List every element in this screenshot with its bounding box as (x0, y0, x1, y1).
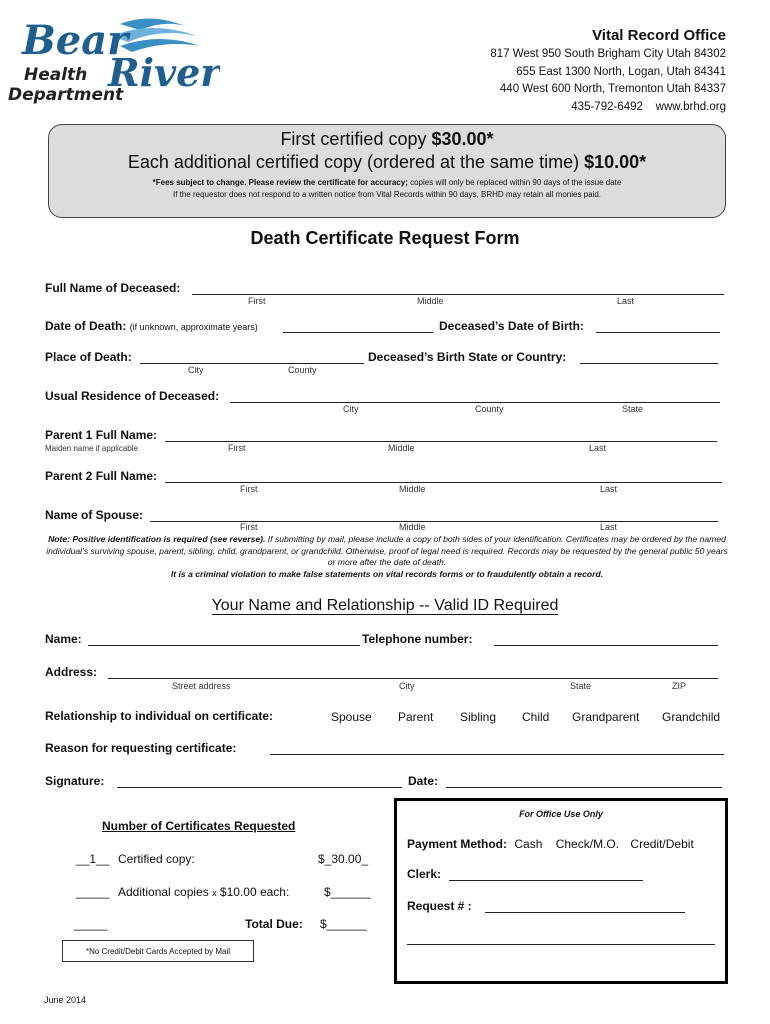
residence-label: Usual Residence of Deceased: (45, 389, 220, 403)
office-use-box (394, 798, 728, 984)
address-label: Address: (45, 665, 98, 679)
additional-copies-label (118, 885, 289, 899)
address-city-hint: City (399, 681, 415, 691)
date-of-death-input[interactable] (283, 332, 433, 333)
telephone-input[interactable] (494, 645, 718, 646)
payment-credit-option[interactable]: Credit/Debit (630, 837, 694, 851)
requester-section-title (0, 597, 770, 615)
parent1-label: Parent 1 Full Name: (45, 428, 158, 442)
certified-copy-label: Certified copy: (118, 852, 195, 866)
fee-box (48, 124, 726, 218)
additional-copies-qty[interactable]: _____ (76, 885, 110, 899)
parent1-last-hint: Last (589, 443, 607, 453)
relationship-spouse-option[interactable]: Spouse (331, 710, 372, 724)
residence-county-hint: County (475, 404, 504, 414)
note-criminal-warning: It is a criminal violation to make false statements on vital records forms or to fraudulently obtain a record. (170, 568, 604, 579)
logo-bear: Bear (22, 17, 129, 64)
total-due-label: Total Due: (245, 917, 303, 931)
note-bold: Note: Positive identification is required (see reverse). (48, 534, 266, 544)
total-due-amount[interactable]: $______ (320, 917, 367, 931)
clerk-input[interactable] (449, 880, 643, 881)
relationship-child-option[interactable]: Child (522, 710, 550, 724)
birth-date-label: Deceased’s Date of Birth: (439, 319, 584, 333)
no-card-note: *No Credit/Debit Cards Accepted by Mail (62, 940, 254, 962)
address-street-hint: Street address (172, 681, 231, 691)
office-title: Vital Record Office (592, 27, 726, 44)
relationship-parent-option[interactable]: Parent (398, 710, 434, 724)
birth-state-label: Deceased’s Birth State or Country: (368, 350, 567, 364)
maiden-name-hint: Maiden name if applicable (45, 444, 138, 453)
additional-copy-fee (49, 152, 725, 173)
parent2-first-hint: First (240, 484, 258, 494)
spouse-middle-hint: Middle (399, 522, 426, 532)
bear-river-logo (0, 14, 220, 109)
clerk-label: Clerk: (407, 867, 442, 881)
address-state-hint: State (570, 681, 592, 691)
date-label: Date: (408, 774, 439, 788)
first-copy-amount: $30.00* (431, 129, 494, 149)
identification-note (44, 534, 730, 580)
parent2-label: Parent 2 Full Name: (45, 469, 158, 483)
relationship-grandparent-option[interactable]: Grandparent (572, 710, 640, 724)
parent2-last-hint: Last (600, 484, 618, 494)
fee-note-bold: *Fees subject to change. Please review the certificate for accuracy; (152, 178, 408, 187)
residence-input[interactable] (230, 402, 720, 403)
form-title: Death Certificate Request Form (250, 228, 520, 248)
telephone-label: Telephone number: (362, 632, 473, 646)
spouse-first-hint: First (240, 522, 258, 532)
total-qty[interactable]: _____ (74, 917, 108, 931)
residence-city-hint: City (343, 404, 359, 414)
office-phone-web: 435-792-6492 www.brhd.org (571, 100, 726, 113)
additional-copies-x: x (212, 888, 217, 898)
payment-method-row (407, 837, 694, 851)
relationship-sibling-option[interactable]: Sibling (460, 710, 497, 724)
relationship-label: Relationship to individual on certificate: (45, 709, 274, 723)
address-input[interactable] (108, 678, 718, 679)
parent1-middle-hint: Middle (388, 443, 415, 453)
office-address-2: 655 East 1300 North, Logan, Utah 84341 (516, 65, 726, 78)
logo-department: Department (8, 85, 124, 105)
full-name-input[interactable] (192, 294, 724, 295)
parent2-middle-hint: Middle (399, 484, 426, 494)
certificates-requested-title: Number of Certificates Requested (102, 819, 296, 833)
office-notes-line[interactable] (407, 944, 715, 945)
additional-copies-amount[interactable]: $______ (324, 885, 371, 899)
payment-cash-option[interactable]: Cash (514, 837, 543, 851)
full-name-middle-hint: Middle (417, 296, 444, 306)
office-address-1: 817 West 950 South Brigham City Utah 84302 (490, 48, 726, 60)
place-county-hint: County (288, 365, 317, 375)
additional-copies-rate: $10.00 each: (219, 885, 290, 899)
reason-label: Reason for requesting certificate: (45, 741, 237, 755)
first-copy-fee (49, 129, 725, 150)
date-of-death-hint: (if unknown, approximate years) (129, 322, 258, 332)
full-name-label: Full Name of Deceased: (45, 281, 181, 295)
logo-river: River (108, 50, 220, 95)
parent2-input[interactable] (165, 482, 722, 483)
full-name-first-hint: First (248, 296, 266, 306)
birth-date-input[interactable] (596, 332, 720, 333)
spouse-last-hint: Last (600, 522, 618, 532)
additional-copy-label: Each additional certified copy (ordered at the same time) (127, 152, 585, 172)
note-text: If submitting by mail, please include a copy of both sides of your identification. Certificates may be ordered by the named individual’s surviving spouse, parent, sibling, child, grandparent, or grandchild. Otherwise, proof of legal need is required. Records may be requested by the general public 50 years or more after the date of death. (46, 534, 728, 567)
first-copy-label: First certified copy (280, 129, 432, 149)
parent1-input[interactable] (165, 441, 717, 442)
signature-label: Signature: (45, 774, 105, 788)
certified-copy-amount[interactable]: $_30.00_ (318, 852, 369, 866)
certified-copy-qty[interactable]: __1__ (76, 852, 110, 866)
place-of-death-label: Place of Death: (45, 350, 132, 364)
requester-section-title-text: Your Name and Relationship -- Valid ID Required (211, 597, 559, 614)
spouse-label: Name of Spouse: (45, 508, 144, 522)
residence-state-hint: State (622, 404, 644, 414)
request-number-input[interactable] (485, 912, 685, 913)
date-of-death-text: Date of Death: (45, 319, 127, 333)
payment-method-label: Payment Method: (407, 837, 508, 851)
fee-note-line2: If the requestor does not respond to a written notice from Vital Records within 90 days, BRHD may retain all monies paid. (172, 190, 602, 199)
requester-name-label: Name: (45, 632, 82, 646)
spouse-input[interactable] (150, 521, 718, 522)
address-zip-hint: ZIP (672, 681, 687, 691)
place-city-hint: City (188, 365, 204, 375)
request-number-label: Request # : (407, 899, 472, 913)
footer-date: June 2014 (44, 995, 87, 1005)
office-contact-block (490, 26, 726, 116)
birth-state-input[interactable] (580, 363, 718, 364)
parent1-first-hint: First (228, 443, 246, 453)
date-input[interactable] (446, 787, 722, 788)
logo-health: Health (24, 65, 88, 85)
full-name-last-hint: Last (617, 296, 635, 306)
relationship-grandchild-option[interactable]: Grandchild (662, 710, 721, 724)
requester-name-input[interactable] (88, 645, 360, 646)
office-address-3: 440 West 600 North, Tremonton Utah 84337 (499, 83, 726, 95)
additional-copies-text: Additional copies (118, 885, 209, 899)
fee-note-rest: copies will only be replaced within 90 days of the issue date (407, 178, 622, 187)
office-use-title: For Office Use Only (519, 809, 603, 819)
place-of-death-input[interactable] (140, 363, 364, 364)
fee-note (49, 177, 725, 201)
date-of-death-label (45, 319, 258, 333)
additional-copy-amount: $10.00* (584, 152, 647, 172)
reason-input[interactable] (270, 754, 724, 755)
payment-check-option[interactable]: Check/M.O. (555, 837, 620, 851)
signature-input[interactable] (117, 787, 402, 788)
